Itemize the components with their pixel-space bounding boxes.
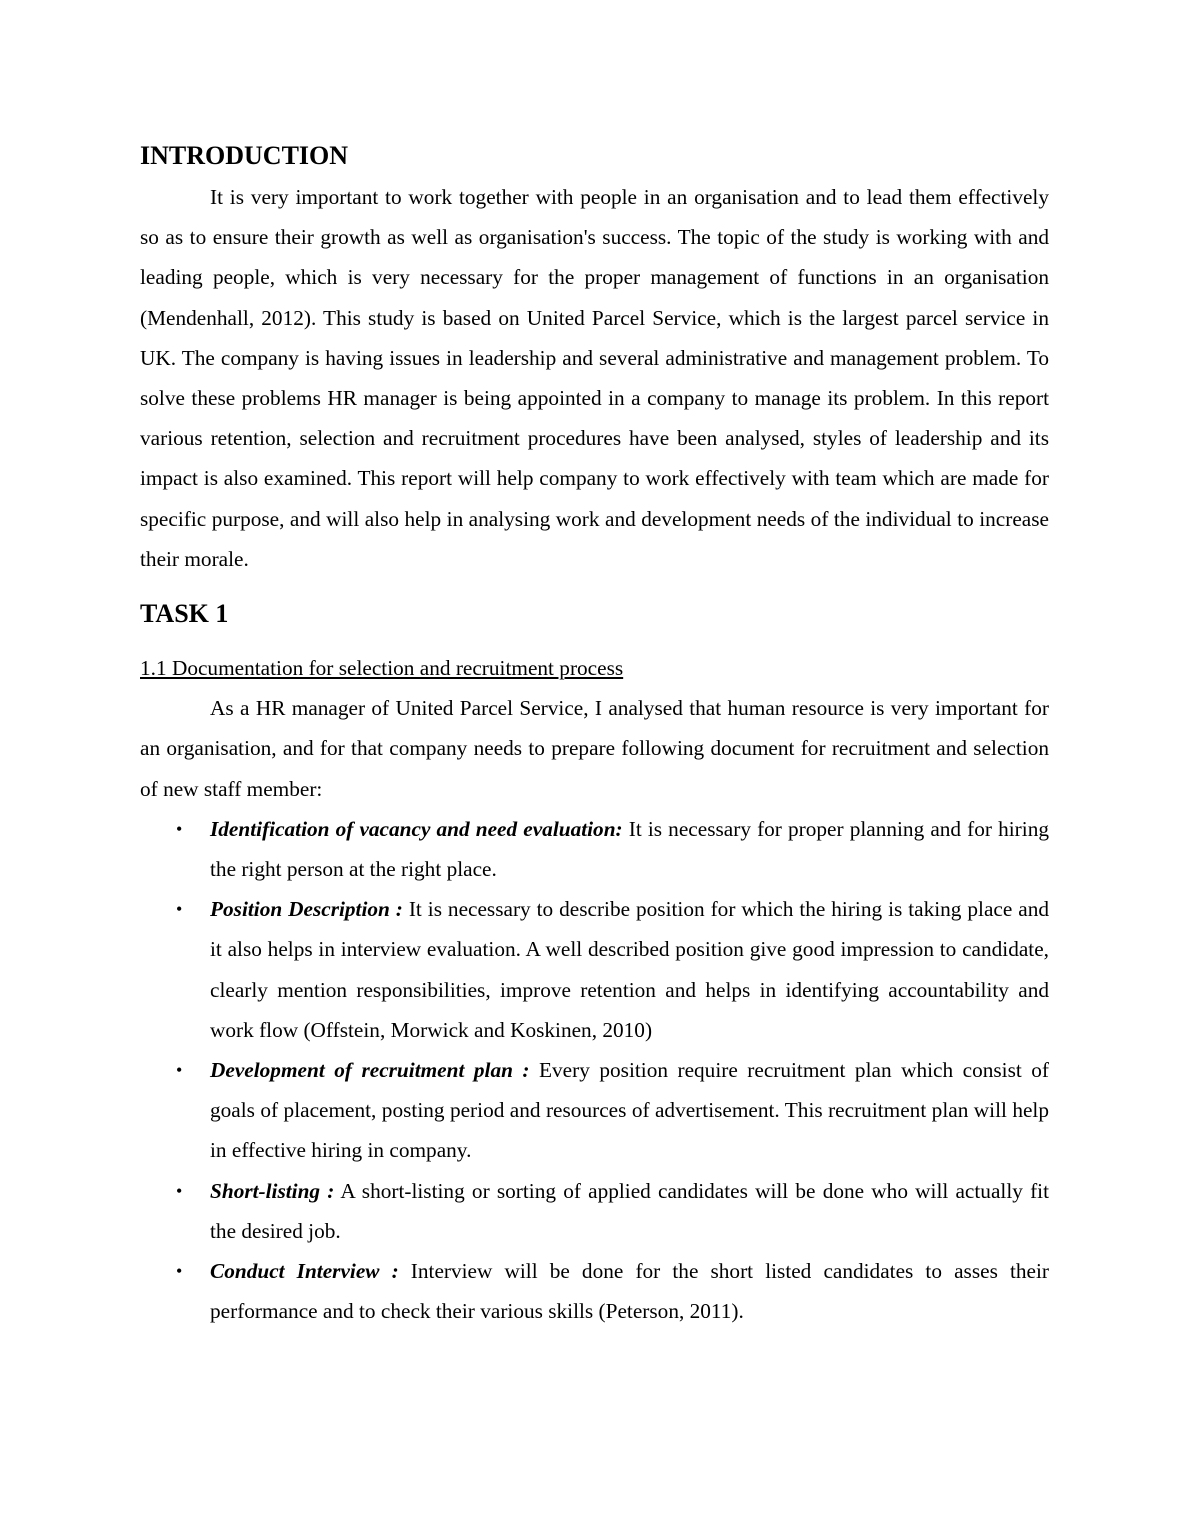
introduction-paragraph: It is very important to work together with people in an organisation and to lead them effectively so as to ensure their growth as well as organisation's success. The topic of the study is working with and leading people, which is very necessary for the proper management of functions in an organisation (Mendenhall, 2012). This study is based on United Parcel Service, which is the largest parcel service in UK. The company is having issues in leadership and several administrative and management problem. To solve these problems HR manager is being appointed in a company to manage its problem. In this report various retention, selection and recruitment procedures have been analysed, styles of leadership and its impact is also examined. This report will help company to work effectively with team which are made for specific purpose, and will also help in analysing work and development needs of the individual to increase their morale. [140, 185, 1049, 571]
bullet-label: Conduct Interview : [210, 1259, 399, 1284]
bullet-icon: • [176, 1060, 183, 1081]
list-item [140, 1251, 1049, 1331]
task1-heading: TASK 1 [140, 599, 229, 629]
bullet-icon: • [176, 818, 183, 839]
bullet-icon: • [176, 1261, 183, 1282]
bullet-text: It is necessary to describe position for which the hiring is taking place and it also helps in interview evaluation. A well described position give good impression to candidate, clearly mention responsibilities, improve retention and helps in identifying accountability and work flow (Offstein, Morwick and Koskinen, 2010) [210, 897, 1049, 1042]
bullet-icon: • [176, 899, 183, 920]
list-item [140, 809, 1049, 889]
task1-paragraph: As a HR manager of United Parcel Service, I analysed that human resource is very important for an organisation, and for that company needs to prepare following document for recruitment and selection of new staff member: [140, 696, 1049, 801]
bullet-label: Position Description : [210, 897, 403, 922]
bullet-label: Identification of vacancy and need evaluation: [210, 816, 623, 841]
bullet-list [140, 809, 1049, 1332]
bullet-text: Every position require recruitment plan which consist of goals of placement, posting period and resources of advertisement. This recruitment plan will help in effective hiring in company. [210, 1058, 1050, 1163]
list-item [140, 889, 1049, 1050]
bullet-text: Interview will be done for the short listed candidates to asses their performance and to check their various skills (Peterson, 2011). [210, 1259, 1049, 1324]
list-item [140, 1171, 1049, 1251]
bullet-label: Development of recruitment plan : [210, 1058, 530, 1083]
list-item [140, 1050, 1049, 1171]
bullet-text: A short-listing or sorting of applied candidates will be done who will actually fit the desired job. [210, 1178, 1050, 1243]
document-page [140, 138, 1049, 1331]
bullet-text: It is necessary for proper planning and for hiring the right person at the right place. [210, 816, 1049, 882]
section-subheading: 1.1 Documentation for selection and recruitment process [140, 656, 624, 681]
introduction-heading: INTRODUCTION [140, 141, 349, 170]
bullet-icon: • [176, 1180, 183, 1201]
bullet-label: Short-listing : [210, 1178, 335, 1203]
